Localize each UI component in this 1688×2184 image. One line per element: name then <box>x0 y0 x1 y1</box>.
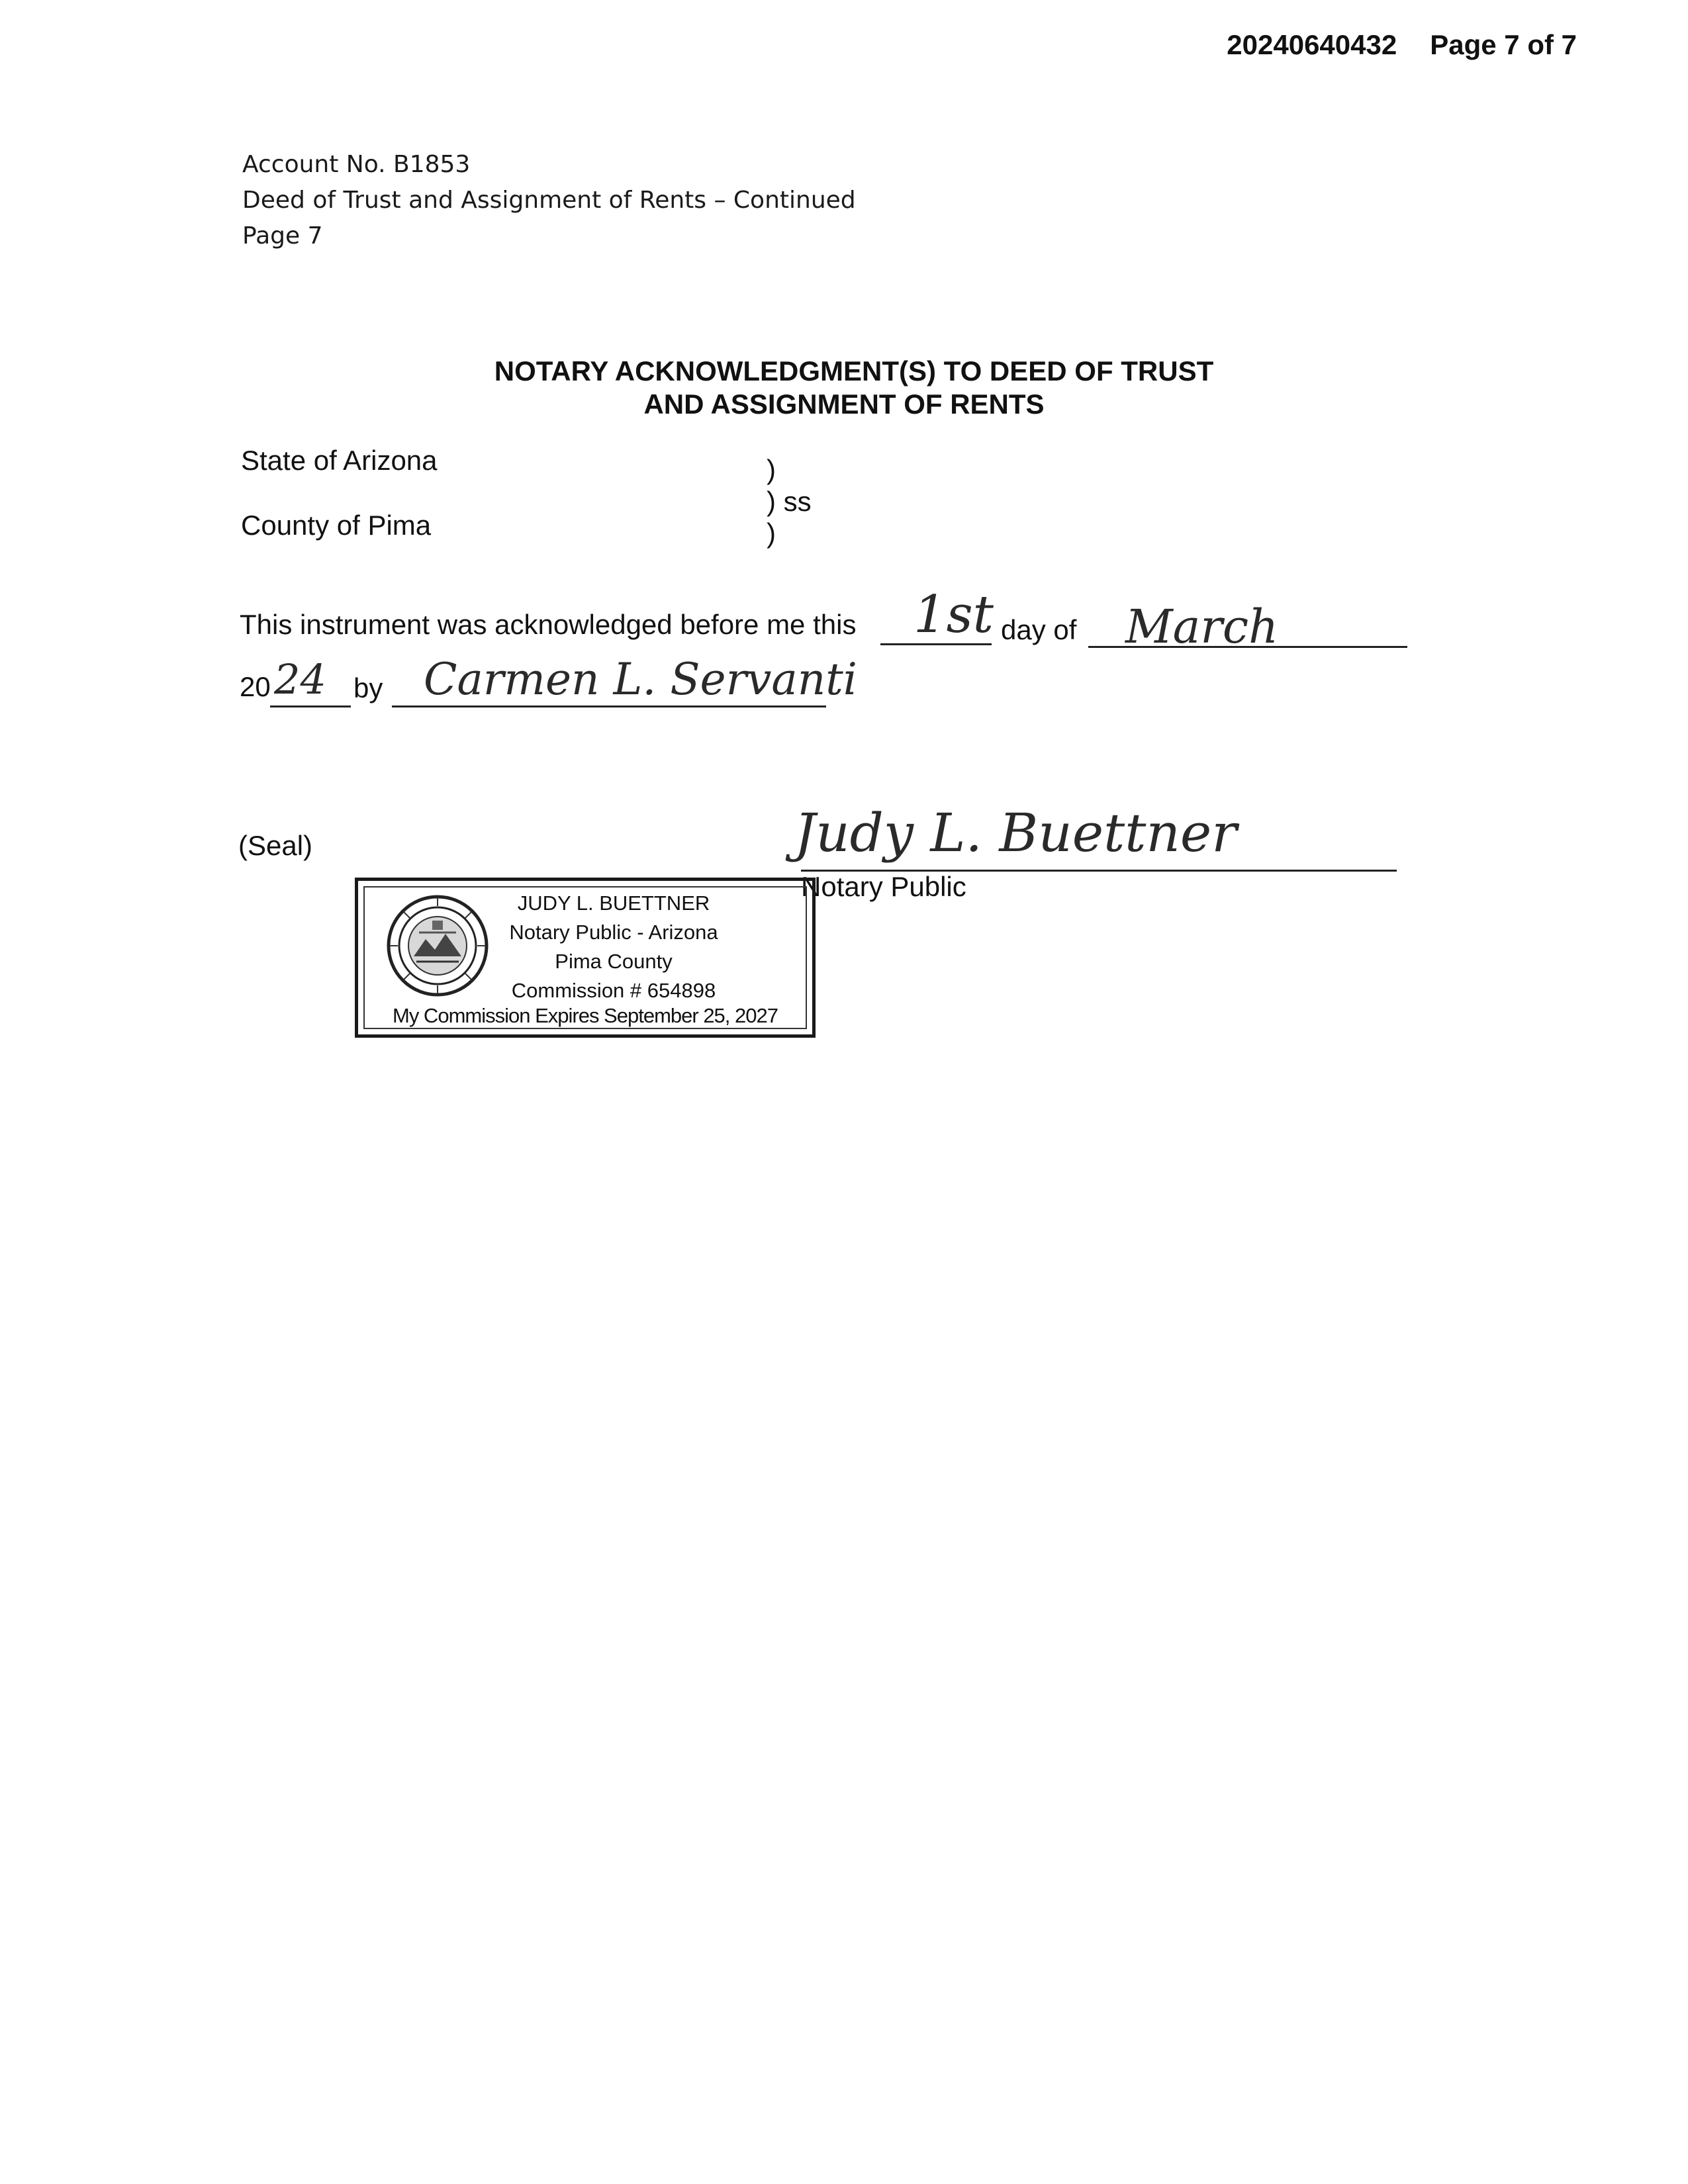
year-fill-line <box>270 705 351 707</box>
document-number: 20240640432 <box>1227 29 1397 60</box>
venue-paren-ss: ) ss <box>767 486 812 517</box>
venue-paren-bottom: ) <box>767 518 776 549</box>
title-line-1: NOTARY ACKNOWLEDGMENT(S) TO DEED OF TRUST <box>494 355 1214 387</box>
notary-stamp <box>355 878 816 1038</box>
signer-fill-line <box>392 705 826 707</box>
by-label: by <box>353 672 383 704</box>
notary-stamp-title: Notary Public - Arizona <box>509 921 718 944</box>
year-prefix: 20 <box>240 671 271 702</box>
venue-state: State of Arizona <box>241 445 438 476</box>
year-handwritten: 24 <box>274 655 326 704</box>
account-page: Page 7 <box>242 222 323 250</box>
document-title <box>0 355 1688 421</box>
page-indicator: Page 7 of 7 <box>1430 29 1577 60</box>
signer-handwritten: Carmen L. Servanti <box>424 654 857 705</box>
day-handwritten: 1st <box>914 585 994 645</box>
notary-signature-handwritten: Judy L. Buettner <box>794 802 1237 864</box>
seal-label: (Seal) <box>238 830 313 861</box>
month-handwritten: March <box>1125 600 1279 654</box>
document-header <box>1227 29 1577 61</box>
continued-title: Deed of Trust and Assignment of Rents – Continued <box>242 187 856 214</box>
venue-county: County of Pima <box>241 510 432 541</box>
ack-text-day-of: day of <box>1001 614 1077 645</box>
account-block <box>242 147 856 254</box>
notary-stamp-commission: Commission # 654898 <box>511 979 716 1002</box>
notary-stamp-name: JUDY L. BUETTNER <box>517 891 710 915</box>
notary-public-label: Notary Public <box>801 871 966 902</box>
arizona-seal-icon <box>385 893 491 999</box>
account-number: Account No. B1853 <box>242 151 471 178</box>
notary-stamp-expires: My Commission Expires September 25, 2027 <box>393 1004 778 1027</box>
title-line-2: AND ASSIGNMENT OF RENTS <box>643 388 1045 420</box>
ack-text-before-day: This instrument was acknowledged before me this <box>240 609 857 640</box>
venue-paren-top: ) <box>767 454 776 485</box>
notary-stamp-text <box>488 889 739 1005</box>
notary-stamp-county: Pima County <box>555 950 673 973</box>
